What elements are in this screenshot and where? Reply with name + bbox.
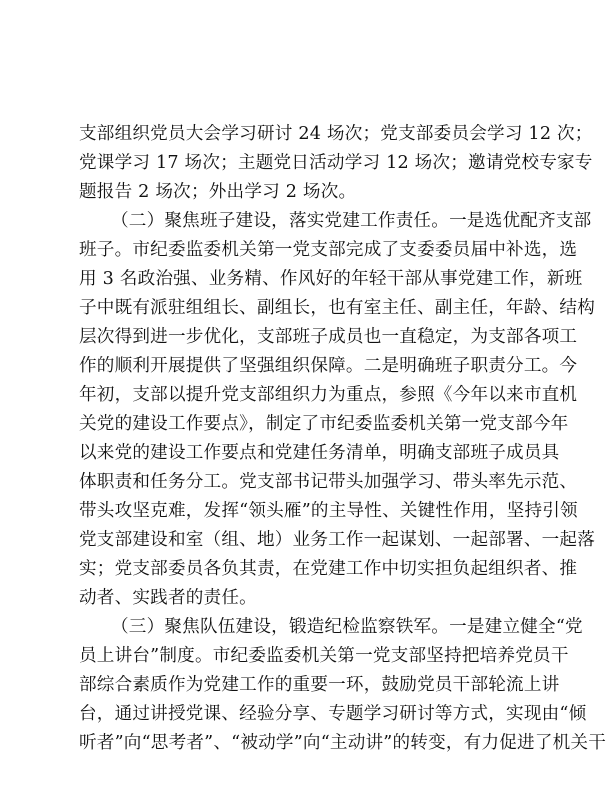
text-line: 员上讲台”制度。市纪委监委机关第一党支部坚持把培养党员干 <box>79 646 569 666</box>
text-line: 层次得到进一步优化，支部班子成员也一直稳定，为支部各项工 <box>79 327 578 347</box>
text-line: 作的顺利开展提供了坚强组织保障。二是明确班子职责分工。今 <box>79 356 578 376</box>
text-line: 以来党的建设工作要点和党建任务清单，明确支部班子成员具 <box>79 443 560 463</box>
text-line: 党课学习 17 场次；主题党日活动学习 12 场次；邀请党校专家专 <box>79 153 593 173</box>
section-heading-line: （三）聚焦队伍建设，锻造纪检监察铁军。一是建立健全“党 <box>111 617 583 637</box>
text-line: 部综合素质作为党建工作的重要一环，鼓励党员干部轮流上讲 <box>79 675 560 695</box>
text-line: 台，通过讲授党课、经验分享、专题学习研讨等方式，实现由“倾 <box>79 704 587 724</box>
text-line: 实；党支部委员各负其责，在党建工作中切实担负起组织者、推 <box>79 559 578 579</box>
text-line: 体职责和任务分工。党支部书记带头加强学习、带头率先示范、 <box>79 472 578 492</box>
section-heading-line: （二）聚焦班子建设，落实党建工作责任。一是选优配齐支部 <box>111 211 592 231</box>
text-line: 听者”向“思考者”、“被动学”向“主动讲”的转变，有力促进了机关干 <box>79 733 606 753</box>
text-line: 动者、实践者的责任。 <box>79 588 257 608</box>
text-line: 带头攻坚克难，发挥“领头雁”的主导性、关键性作用，坚持引领 <box>79 501 578 521</box>
text-line: 年初，支部以提升党支部组织力为重点，参照《今年以来市直机 <box>79 385 578 405</box>
text-line: 党支部建设和室（组、地）业务工作一起谋划、一起部署、一起落 <box>79 530 596 550</box>
text-line: 班子。市纪委监委机关第一党支部完成了支委委员届中补选，选 <box>79 240 578 260</box>
text-line: 子中既有派驻组组长、副组长，也有室主任、副主任，年龄、结构 <box>79 298 596 318</box>
text-line: 用 3 名政治强、业务精、作风好的年轻干部从事党建工作，新班 <box>79 269 583 289</box>
text-line: 关党的建设工作要点》，制定了市纪委监委机关第一党支部今年 <box>79 414 569 434</box>
text-line: 支部组织党员大会学习研讨 24 场次；党支部委员会学习 12 次； <box>79 124 593 144</box>
text-line: 题报告 2 场次；外出学习 2 场次。 <box>79 182 357 202</box>
